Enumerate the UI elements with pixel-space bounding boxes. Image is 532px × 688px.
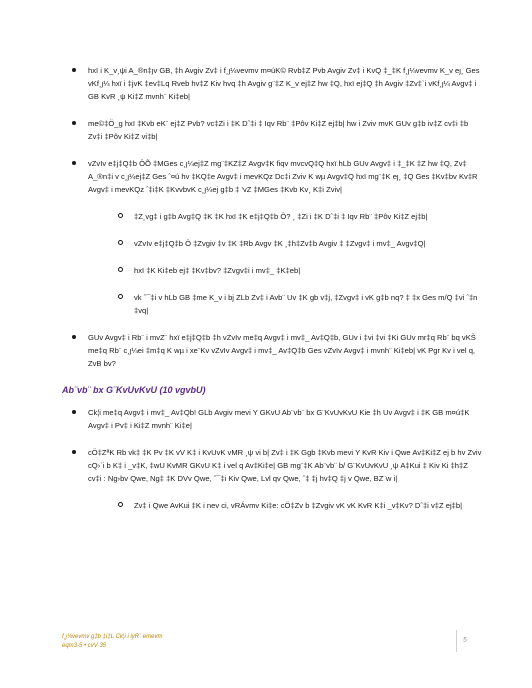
circle-bullet-icon [118, 240, 123, 245]
footer-subtitle: eqm3-5 • cvV 35 [62, 643, 107, 649]
sub-list-item-text: hxï ‡K Ki‡eb ej‡ ‡Kv‡bv? ‡Zvgv‡i i mv‡_ ‡K‡eb| [134, 266, 301, 275]
sub-list-item-text: vk ˆ¯‡i v hLb GB ‡me K_v i bj ZLb Zv‡ i Avb¨ Uv ‡K gb v‡j, ‡Zvgv‡ i vK g‡b nq? ‡ ‡x Ges m/Q ‡vi ˆ‡n ‡vq| [134, 293, 478, 315]
sub-list-item [88, 291, 482, 317]
circle-bullet-icon [118, 502, 123, 507]
list-item-text: Ck¦i me‡q Avgv‡ i mv‡_ Av‡Qb! GLb Avgiv mevi Y GKvU Ab¨vb¨ bx G¨KvUvKvU Kie ‡h Uv Avgv‡ i ‡K GB m¤ú‡K Avgv‡ i Pv‡ i Ki‡Z mvnh¨ Ki‡e| [88, 408, 470, 430]
list-item-text: cÖ‡ZªK Rb vk‡ ‡K Pv ‡K vV K‡ i KvUvK vMR ¸ψ vi b| Zv‡ i ‡K Ggb ‡Kvb mevi Y KvR Kiv i Qwe Av‡Ki‡Z ej b hv Zviv cQ›`i b K‡ i _v‡K, ‡wU KvMR GKvU K‡ i vel q Av‡Ki‡e| GB mg¨‡K Ab¨vb¨ b/ G¨KvUvKvU ¸ψ A‡Kui ‡ Kiv Ki ‡h‡Z cv‡i : Ng›bv Qwe, Ng‡ ‡K DVv Qwe, ˆ¯‡i Kiv Qwe, Lvl qv Qwe, ˆ‡ ‡j hv‡Q ‡j v Qwe, BZ¨w i| [88, 448, 482, 483]
sub-list-item-text: vZvIv e‡j‡Q‡b Ô ‡Zvgiv ‡v ‡K ‡Rb Avgv ‡K ¸‡h‡Zv‡b Avgiv ‡ ‡Zvgv‡ i mv‡_ Avgv‡Q| [134, 239, 426, 248]
sub-list [88, 210, 482, 317]
bullet-icon [72, 121, 76, 125]
list-item-text: vZvIv e‡j‡Q‡b ÔÕ ‡MGes c¸ȷ¼ej‡Z mg¨‡KZ‡Z Avgv‡K fiqv mvcvQ‡Q hxï hLb GUv Avgv‡ i ‡_‡K ‡Z hw ‡Q, Zv‡ A_®n‡i v c¸ȷ¼ej‡Z Ges ˆ¤ú hv ‡KQ‡e Avgv‡ i mevKQz Dc‡i Zviv K wµ Avgv‡Q hxï mg¨‡K eȷ¸ ‡Q Ges ‡Kv‡bv Kv‡R Avgv‡ i mevKQz ˆ‡i‡K ‡KvvbvK c¸ȷ¼ej g‡b ‡ 'vZ ‡MGes ‡Kvb Kv¸ K‡i Zviv| [88, 159, 478, 194]
sub-list [88, 499, 482, 512]
list-item [62, 331, 482, 370]
footer-divider [456, 630, 457, 652]
sub-list-item [88, 210, 482, 223]
circle-bullet-icon [118, 294, 123, 299]
list-item-text: hxï i K_v¸ψi A_®n‡ȷv GB, ‡h Avgiv Zv‡ i f¸ȷ¼vevmv m¤úK© Rvb‡Z Pvb Avgiv Zv‡ i KvQ ‡_‡K f¸ȷ¼vevmv K_v eȷ¸ Ges vKf¸ȷ¼ hxï i ‡jvK ‡ev‡Lq Rveb hv‡Z Kiv hvq ‡h Avgiv g¨‡Z K_v ej‡Z hw ‡Q, hxï ej‡Q ‡h Avgiv ‡Zv‡`i vKf¸ȷ¼ Avgv‡ i GB KvR ¸ψ Ki‡Z mvnh¨ Ki‡eb| [88, 66, 480, 101]
list-item [62, 64, 482, 103]
footer [62, 633, 162, 651]
section-heading: Ab¨vb¨ bx G¨KvUvKvU (10 vgvbU) [62, 385, 206, 395]
page-content [62, 64, 482, 526]
list-item [62, 117, 482, 143]
bullet-list-top [62, 64, 482, 370]
sub-list-item-text: ‡Z¸vg‡ i g‡b Avg‡Q ‡K ‡K hxï ‡K e‡j‡Q‡b Ô? ¸ ‡Zi i ‡K Dˆ‡i ‡ Iqv Rb¨ ‡Pôv Ki‡Z ej‡b| [134, 212, 428, 221]
list-item [62, 406, 482, 432]
list-item [62, 157, 482, 317]
bullet-icon [72, 161, 76, 165]
list-item-text: GUv Avgv‡ i Rb¨ i mvZ¨ hxï e‡j‡Q‡b ‡h vZvIv me‡q Avgv‡ i mv‡_ Av‡Q‡b, GUv i ‡vi ‡vi ‡Ki GUv mr‡q Rb¨ bq vKŠ me‡q Rb¨ c¸ȷ¼ei ‡m‡q K wµ i xe¨Kv vZvIv Avgv‡ i mv‡_ Av‡Q‡b Ges vZvIv Avgv‡ i mvnh¨ Ki‡eb| vK Pgr Kv i vel q, ZvB bv? [88, 333, 476, 368]
circle-bullet-icon [118, 213, 123, 218]
bullet-icon [72, 450, 76, 454]
footer-title: f¸ȷ¼vevmv g‡b ‡i‡L Ck¦i i iyR¨ emevm [62, 634, 163, 640]
list-item [62, 446, 482, 512]
sub-list-item [88, 499, 482, 512]
bullet-list-activity [62, 406, 482, 512]
sub-list-item [88, 264, 482, 277]
list-item-text: me©‡Ö_g hxï ‡Kvb eK¨ ej‡Z Pvb? vc‡Zi i ‡K Dˆ‡i ‡ Iqv Rb¨ ‡Pôv Ki‡Z ej‡b| hw i Zviv mvK GUv g‡b iv‡Z cv‡i ‡b Zv‡i ‡Pôv Ki‡Z vi‡b| [88, 119, 469, 141]
bullet-icon [72, 410, 76, 414]
bullet-icon [72, 68, 76, 72]
bullet-icon [72, 335, 76, 339]
sub-list-item [88, 237, 482, 250]
sub-list-item-text: Zv‡ i Qwe AvKui ‡K i nev ci, vRÁvmv Ki‡e: cÖ‡Zv b ‡Zvgiv vK vK KvR K‡i _v‡Kv? Dˆ‡i v‡Z ej‡b| [134, 501, 463, 510]
circle-bullet-icon [118, 267, 123, 272]
page-number: 5 [463, 637, 467, 644]
